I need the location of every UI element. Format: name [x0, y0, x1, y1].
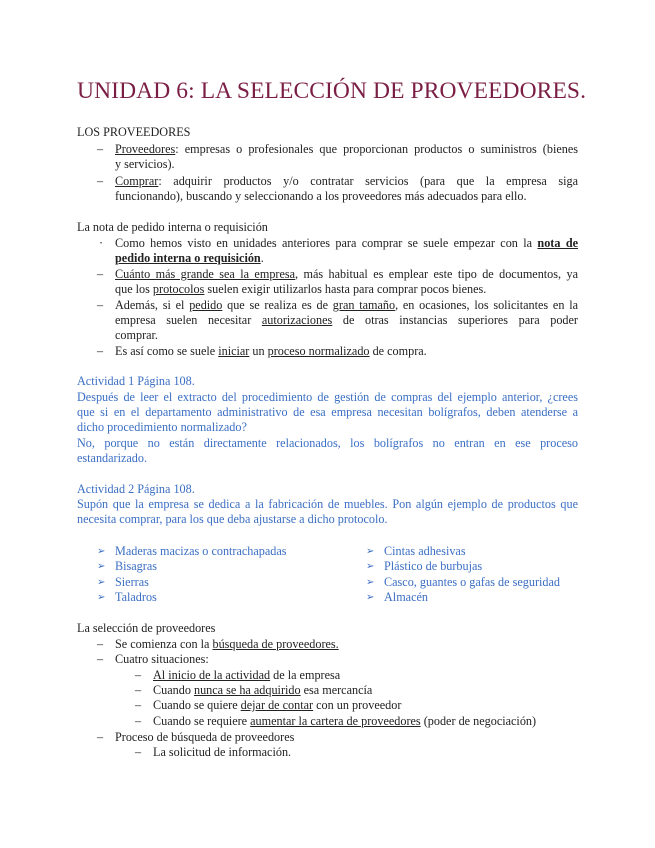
dash-marker: – [97, 267, 104, 281]
text-run: : empresas o profesionales que proporcionan productos o suministros (bienes [175, 142, 578, 156]
paragraph-line: y servicios). [115, 157, 175, 171]
sub-list-item [153, 668, 340, 683]
activity-2-heading: Actividad 2 Página 108. [77, 482, 195, 496]
text-run: que los [115, 282, 153, 296]
activity-2-question-line: necesita comprar, para los que deba ajustarse a dicho protocolo. [77, 512, 388, 526]
arrow-bullet-icon: ➢ [97, 546, 106, 557]
dash-marker: – [97, 298, 104, 312]
product-item: Bisagras [115, 559, 157, 573]
dash-marker: – [97, 142, 104, 156]
text-run: Además, si el [115, 298, 190, 312]
dash-marker: – [97, 652, 104, 666]
text-run: , más habitual es emplear este tipo de documentos, ya [295, 267, 578, 281]
arrow-bullet-icon: ➢ [366, 561, 375, 572]
dash-marker: – [135, 683, 142, 697]
text-run: . [260, 251, 264, 265]
list-item [115, 637, 339, 652]
paragraph-line [115, 174, 578, 189]
sub-list-item: La solicitud de información. [153, 745, 292, 759]
dash-marker: – [135, 698, 142, 712]
page-title: UNIDAD 6: LA SELECCIÓN DE PROVEEDORES. [77, 78, 587, 104]
term-pedido-interna: pedido interna o requisición [115, 251, 261, 265]
activity-1-question-line: Después de leer el extracto del procedimiento de gestión de compras del ejemplo anterior, ¿crees [77, 390, 578, 404]
term-inicio-actividad: Al inicio de la actividad [153, 668, 271, 682]
sub-list-item [153, 698, 401, 713]
paragraph-line [115, 313, 578, 328]
paragraph-line [115, 251, 264, 266]
text-run: un [249, 344, 268, 358]
term-proveedores: Proveedores [115, 142, 176, 156]
term-grande-empresa: Cuánto más grande sea la empresa [115, 267, 296, 281]
term-dejar-contar: dejar de contar [240, 698, 314, 712]
paragraph-line [115, 282, 486, 297]
text-run: de compra. [369, 344, 427, 358]
dot-marker: · [99, 236, 104, 250]
product-item: Sierras [115, 575, 149, 589]
text-run: Es así como se suele [115, 344, 219, 358]
section-heading-proveedores: LOS PROVEEDORES [77, 125, 191, 139]
paragraph-line [115, 298, 578, 313]
activity-1-question-line: dicho procedimiento normalizado? [77, 420, 247, 434]
paragraph-line [115, 142, 578, 157]
term-nota-de: nota de [537, 236, 579, 250]
text-run: suelen exigir utilizarlos hasta para comprar pocos bienes. [204, 282, 487, 296]
product-item: Cintas adhesivas [384, 544, 466, 558]
text-run: : adquirir productos y/o contratar servicios (para que la empresa siga [158, 174, 578, 188]
arrow-bullet-icon: ➢ [366, 592, 375, 603]
dash-marker: – [135, 668, 142, 682]
section-heading-seleccion: La selección de proveedores [77, 621, 216, 635]
term-gran-tamano: gran tamaño [332, 298, 396, 312]
text-run: Se comienza con la [115, 637, 213, 651]
arrow-bullet-icon: ➢ [97, 577, 106, 588]
text-run: de la empresa [270, 668, 341, 682]
paragraph-line [115, 267, 578, 282]
text-run: Cuando [153, 683, 194, 697]
term-comprar: Comprar [115, 174, 159, 188]
dash-marker: – [135, 714, 142, 728]
arrow-bullet-icon: ➢ [366, 546, 375, 557]
dash-marker: – [97, 637, 104, 651]
product-item: Casco, guantes o gafas de seguridad [384, 575, 560, 589]
term-busqueda: búsqueda de proveedores. [212, 637, 339, 651]
term-iniciar: iniciar [218, 344, 250, 358]
term-autorizaciones: autorizaciones [261, 313, 333, 327]
text-run: con un proveedor [313, 698, 402, 712]
sub-list-item [153, 714, 536, 729]
list-item: Cuatro situaciones: [115, 652, 209, 666]
sub-list-item [153, 683, 372, 698]
text-run: (poder de negociación) [420, 714, 537, 728]
arrow-bullet-icon: ➢ [97, 592, 106, 603]
activity-1-answer-line: No, porque no están directamente relacionados, los bolígrafos no entran en ese proceso [77, 436, 578, 450]
text-run: empresa suelen necesitar [115, 313, 262, 327]
list-item: Proceso de búsqueda de proveedores [115, 730, 295, 744]
activity-1-answer-line: estandarizado. [77, 451, 148, 465]
term-proceso-normalizado: proceso normalizado [267, 344, 370, 358]
paragraph-line [115, 236, 578, 251]
product-item: Almacén [384, 590, 428, 604]
product-item: Maderas macizas o contrachapadas [115, 544, 287, 558]
text-run: Como hemos visto en unidades anteriores para comprar se suele empezar con la [115, 236, 538, 250]
dash-marker: – [97, 730, 104, 744]
text-run: que se realiza es de [222, 298, 333, 312]
activity-1-heading: Actividad 1 Página 108. [77, 374, 195, 388]
activity-2-question-line: Supón que la empresa se dedica a la fabricación de muebles. Pon algún ejemplo de productos que [77, 497, 578, 511]
activity-1-question-line: que si en el departamento administrativo de esa empresa necesitan bolígrafos, deben atenderse a [77, 405, 578, 419]
paragraph-line: comprar. [115, 328, 158, 342]
text-run: Cuando se quiere [153, 698, 241, 712]
text-run: de otras instancias superiores para poder [332, 313, 578, 327]
product-item: Taladros [115, 590, 157, 604]
paragraph-line: funcionando), buscando y seleccionando a los proveedores más adecuados para ello. [115, 189, 527, 203]
dash-marker: – [135, 745, 142, 759]
term-nunca-adquirido: nunca se ha adquirido [193, 683, 301, 697]
text-run: Cuando se requiere [153, 714, 251, 728]
arrow-bullet-icon: ➢ [97, 561, 106, 572]
section-heading-nota-pedido: La nota de pedido interna o requisición [77, 220, 268, 234]
term-pedido: pedido [189, 298, 223, 312]
dash-marker: – [97, 344, 104, 358]
text-run: esa mercancía [300, 683, 373, 697]
term-aumentar-cartera: aumentar la cartera de proveedores [250, 714, 421, 728]
text-run: , en ocasiones, los solicitantes en la [395, 298, 578, 312]
term-protocolos: protocolos [152, 282, 205, 296]
product-item: Plástico de burbujas [384, 559, 483, 573]
arrow-bullet-icon: ➢ [366, 577, 375, 588]
paragraph-line [115, 344, 427, 359]
dash-marker: – [97, 174, 104, 188]
